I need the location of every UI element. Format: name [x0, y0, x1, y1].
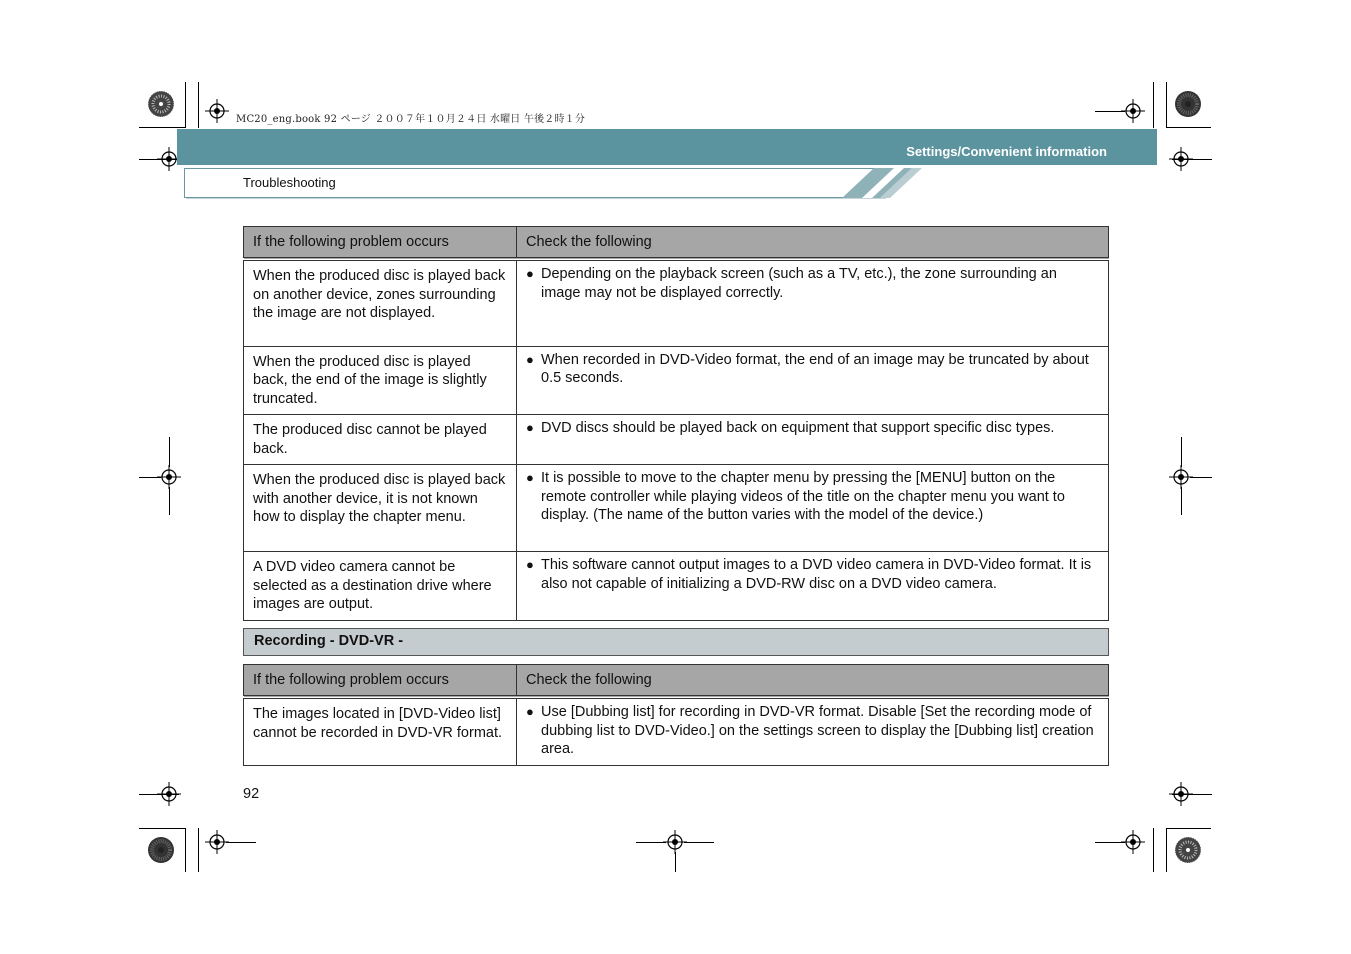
problem-cell: A DVD video camera cannot be selected as a destination drive where images are output.	[244, 552, 517, 621]
print-info-line: MC20_eng.book 92 ページ ２００７年１０月２４日 水曜日 午後２時１分	[236, 114, 586, 125]
section-heading-bar	[243, 628, 1109, 656]
table-row	[244, 465, 1109, 552]
rosette-mark-icon	[147, 836, 175, 864]
registration-mark-icon	[205, 99, 229, 123]
bullet-icon: ●	[526, 470, 534, 485]
registration-mark-icon	[1121, 830, 1145, 854]
problem-cell: When the produced disc is played back, the end of the image is slightly truncated.	[244, 346, 517, 415]
registration-mark-icon	[1169, 465, 1193, 489]
column-header-check: Check the following	[517, 227, 1109, 260]
table-row	[244, 415, 1109, 465]
bullet-icon: ●	[526, 266, 534, 281]
problem-cell: When the produced disc is played back with another device, it is not known how to display the chapter menu.	[244, 465, 517, 552]
check-cell	[517, 465, 1109, 552]
table-row	[244, 346, 1109, 415]
check-text: DVD discs should be played back on equipment that support specific disc types.	[541, 420, 1055, 436]
rosette-mark-icon	[147, 90, 175, 118]
registration-mark-icon	[1121, 99, 1145, 123]
check-text: Use [Dubbing list] for recording in DVD-VR format. Disable [Set the recording mode of dubbing list to DVD-Video.] on the settings screen to display the [Dubbing list] creation area.	[541, 704, 1094, 757]
check-text: When recorded in DVD-Video format, the end of an image may be truncated by about 0.5 seconds.	[541, 351, 1089, 386]
column-header-check: Check the following	[517, 665, 1109, 698]
registration-mark-icon	[205, 830, 229, 854]
bullet-icon: ●	[526, 704, 534, 719]
page-number: 92	[243, 786, 260, 802]
bullet-icon: ●	[526, 420, 534, 435]
chapter-title: Troubleshooting	[243, 175, 336, 190]
check-cell	[517, 346, 1109, 415]
dvd-vr-table	[243, 664, 1109, 766]
bullet-icon: ●	[526, 557, 534, 572]
check-text: This software cannot output images to a DVD video camera in DVD-Video format. It is also not capable of initializing a DVD-RW disc on a DVD video camera.	[541, 557, 1092, 592]
registration-mark-icon	[157, 782, 181, 806]
registration-mark-icon	[1169, 782, 1193, 806]
registration-mark-icon	[157, 465, 181, 489]
check-text: Depending on the playback screen (such as a TV, etc.), the zone surrounding an image may not be displayed correctly.	[541, 266, 1057, 301]
registration-mark-icon	[1169, 147, 1193, 171]
problem-cell: When the produced disc is played back on another device, zones surrounding the image are not displayed.	[244, 259, 517, 346]
rosette-mark-icon	[1174, 836, 1202, 864]
table-row	[244, 259, 1109, 346]
header-stripes-decoration	[832, 168, 922, 200]
check-text: It is possible to move to the chapter menu by pressing the [MENU] button on the remote controller while playing videos of the title on the chapter menu you want to display. (The name of the button varies with the model of the device.)	[541, 470, 1065, 523]
check-cell	[517, 259, 1109, 346]
column-header-problem: If the following problem occurs	[244, 665, 517, 698]
rosette-mark-icon	[1174, 90, 1202, 118]
section-heading: Recording - DVD-VR -	[254, 633, 404, 649]
column-header-problem: If the following problem occurs	[244, 227, 517, 260]
table-header-row	[244, 665, 1109, 698]
table-row	[244, 552, 1109, 621]
problem-cell: The images located in [DVD-Video list] cannot be recorded in DVD-VR format.	[244, 697, 517, 765]
registration-mark-icon	[663, 830, 687, 854]
table-row	[244, 697, 1109, 765]
check-cell	[517, 415, 1109, 465]
problem-cell: The produced disc cannot be played back.	[244, 415, 517, 465]
troubleshooting-table	[243, 226, 1109, 621]
check-cell	[517, 697, 1109, 765]
header-band	[177, 129, 1157, 165]
section-title: Settings/Convenient information	[906, 144, 1107, 159]
chapter-header	[184, 168, 885, 198]
bullet-icon: ●	[526, 351, 534, 367]
check-cell	[517, 552, 1109, 621]
table-header-row	[244, 227, 1109, 260]
